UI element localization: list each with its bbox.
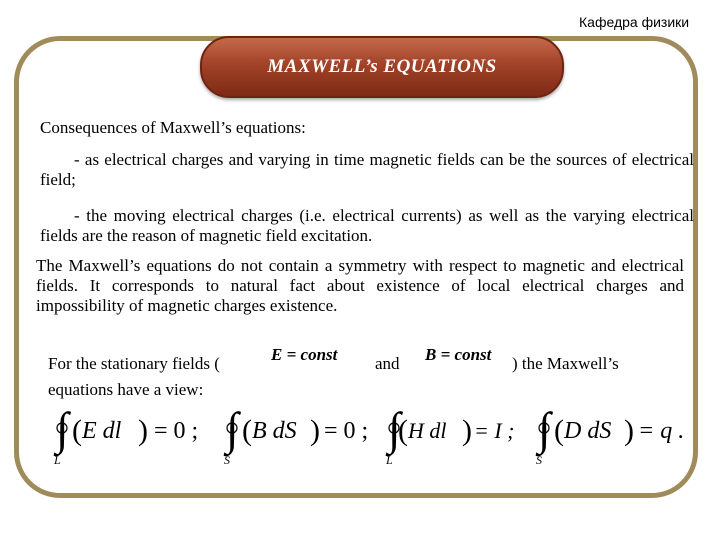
eq3-rhs: = I ; [474, 418, 515, 443]
eq3-subscript: L [386, 453, 393, 467]
svg-text:(: ( [554, 414, 564, 447]
equation-flux-b [220, 398, 390, 468]
symmetry-paragraph: The Maxwell’s equations do not contain a symmetry with respect to magnetic and electrical fields. It corresponds to natural fact about existence of local electrical charges and impossibility of magnetic charges existence. [36, 256, 684, 315]
eq1-body: E dl [82, 418, 122, 444]
e-const-formula: E = const [271, 345, 338, 364]
eq2-subscript: S [224, 453, 230, 467]
eq3-body: H dl [408, 418, 447, 443]
svg-text:): ) [462, 414, 472, 447]
svg-text:∫: ∫ [56, 403, 69, 454]
stationary-line-2: equations have a view: [48, 380, 204, 399]
stationary-fields-line [48, 354, 220, 374]
stationary-and: and [375, 354, 400, 373]
b-const-formula: B = const [425, 345, 492, 364]
stationary-text-before: For the stationary fields ( [48, 354, 220, 373]
equation-circulation-e [50, 398, 220, 468]
svg-text:∫: ∫ [388, 403, 401, 454]
svg-text:(: ( [72, 414, 82, 447]
eq4-rhs: = q . [638, 418, 685, 444]
svg-text:∫: ∫ [226, 403, 239, 454]
eq4-subscript: S [536, 453, 542, 467]
svg-text:): ) [310, 414, 320, 447]
integral-sign [220, 398, 390, 468]
equation-flux-d [532, 398, 702, 468]
stationary-text-after: ) the Maxwell’s [512, 354, 619, 373]
eq4-body: D dS [564, 418, 612, 444]
eq1-rhs: = 0 ; [154, 418, 199, 444]
consequence-point-2: - the moving electrical charges (i.e. electrical currents) as well as the varying electrical fields are the reason of magnetic field excitation. [40, 206, 694, 245]
slide-title: MAXWELL’s EQUATIONS [267, 56, 497, 77]
equation-circulation-h [382, 398, 532, 468]
integral-sign [382, 398, 532, 468]
consequences-heading: Consequences of Maxwell’s equations: [40, 118, 306, 137]
integral-sign [532, 398, 702, 468]
svg-text:(: ( [242, 414, 252, 447]
svg-text:): ) [624, 414, 634, 447]
eq2-rhs: = 0 ; [324, 418, 369, 444]
svg-text:): ) [138, 414, 148, 447]
title-banner [200, 36, 564, 98]
eq2-body: B dS [252, 418, 297, 444]
consequence-point-1: - as electrical charges and varying in time magnetic fields can be the sources of electrical field; [40, 150, 694, 189]
integral-sign [50, 398, 220, 468]
eq1-subscript: L [54, 453, 61, 467]
department-label: Кафедра физики [579, 14, 690, 30]
svg-text:(: ( [398, 414, 408, 447]
svg-text:∫: ∫ [538, 403, 551, 454]
